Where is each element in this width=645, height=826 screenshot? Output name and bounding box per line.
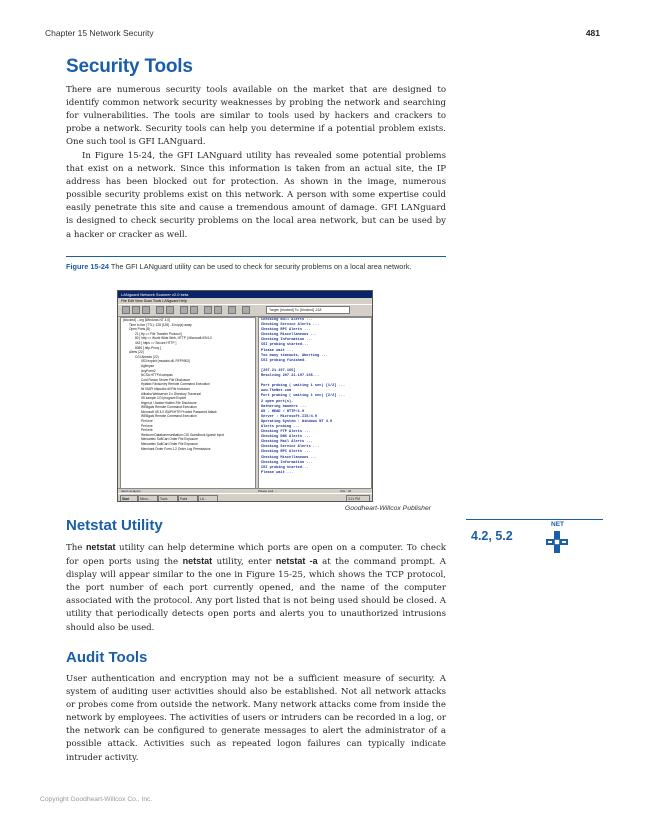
status-right: CGI : 46 <box>340 489 352 493</box>
toolbar-button <box>204 306 212 314</box>
tree-item: Alibaba Webserver 2.x Directory Traversal <box>141 391 201 396</box>
tree-item: CGI Abuses (22) <box>135 354 159 359</box>
netstat-a-command: netstat -a <box>275 556 318 567</box>
console-line: Too many timeouts, Aborting ... <box>261 353 328 358</box>
console-line: Checking FTP Alerts ... <box>261 430 311 435</box>
console-line: Checking Information ... <box>261 460 313 465</box>
objective-rule <box>466 519 603 520</box>
target-field: Target: [blocked] To: [blocked] .218 <box>266 306 350 314</box>
toolbar-button <box>214 306 222 314</box>
tree-item: 8080 [ http-Proxy ] <box>135 345 162 350</box>
tree-item: Time to live (TTL): 128 [128] - 8 hop(s) away <box>129 322 192 327</box>
taskbar-item: Paint <box>178 495 198 502</box>
audit-tools-paragraph: User authentication and encryption may not be a sufficient measure of security. A system of auditing user activities should also be established. Not all network attacks or probes come from outside the network. Many network attacks come from inside the network by employees. The activities of users or intruders can be recorded in a log, or the network can be configured to generate messages to alert the administrator of a possible attack. Activities such as repeated logon failures can typically indicate intruder activity. <box>66 674 446 763</box>
toolbar-button <box>156 306 164 314</box>
security-tools-paragraph-2: In Figure 15-24, the GFI LANguard utility has revealed some potential problems that exist on a network. Since this information is taken from an actual site, the IP address has been blocked out for protection. As shown in the image, numerous possible security problems exist on this network. A person with some expertise could easily penetrate this site and cause a tremendous amount of damage. GFI LANguard is designed to check security problems on the local area network, but can be used by a hacker or cracker as well. <box>66 151 446 240</box>
console-line: CGI probing finished. <box>261 358 307 363</box>
netstat-command: netstat <box>85 542 116 552</box>
start-button: Start <box>120 495 138 502</box>
tree-item: IIS3 exploit (msadcs.dll, RFP9902) <box>141 359 191 364</box>
tree-item: [blocked] ...org [Windows NT 4.0] <box>123 318 170 322</box>
objective-numbers: 4.2, 5.2 <box>471 529 513 543</box>
taskbar-item: Micro... <box>138 495 158 502</box>
console-line: Checking Information ... <box>261 338 313 343</box>
console-line: Server : Microsoft-IIS/4.0 <box>261 414 318 419</box>
toolbar-button <box>132 306 140 314</box>
toolbar-button <box>190 306 198 314</box>
console-line: Checking DNS Alerts ... <box>261 435 311 440</box>
tree-item: WEBgais Remote Command Execution <box>141 405 197 410</box>
console-line: Resolving 207.21.197.165... <box>261 374 320 379</box>
netstat-text: at the command prompt. A display will appear similar to the one in Figure 15-25, which shows the TCP protocol, the port number of each port currently opened, and the name of the computer associated with the protocol. Any port listed that is not being used should be closed. A utility that periodically detects open ports and alerts you to unauthorized intrusions should also be used. <box>66 557 446 633</box>
console-line: Operating System : Windows NT 4.0 <box>261 419 333 424</box>
netstat-text: utility can help determine which ports are open on a computer. To check for open ports using the <box>66 543 446 568</box>
windows-taskbar <box>118 493 372 502</box>
console-line: CGI probing started... <box>261 343 309 348</box>
tree-item: Alerts (22) <box>129 350 144 355</box>
console-line: Port probing ( waiting 1 sec) [1/2] ... <box>261 384 346 389</box>
console-line: 2 open port(s). <box>261 399 294 404</box>
languard-screenshot <box>117 290 373 502</box>
scan-results-tree <box>120 317 256 489</box>
console-line: CGI probing started... <box>261 465 309 470</box>
exam-objective-box <box>466 519 603 559</box>
toolbar-button <box>180 306 188 314</box>
console-line: Gathering banners ... <box>261 404 307 409</box>
window-title-bar: LANguard Network Scanner v2.0 beta <box>118 291 372 298</box>
toolbar-button <box>122 306 130 314</box>
net-tag: NET <box>551 521 564 528</box>
console-line: Checking Miscellaneous ... <box>261 333 318 338</box>
console-line: Please wait ... <box>261 470 294 475</box>
figure-label: Figure 15-24 <box>66 262 109 271</box>
console-line: Checking RPC Alerts ... <box>261 328 311 333</box>
tree-item: 80 [ http => World Wide Web, HTTP ] Microsoft-IIS/4.0 <box>135 336 212 341</box>
tree-item: Open Ports (8) <box>129 327 150 332</box>
tree-item: NCSA HTTPd campas <box>141 373 173 378</box>
netstat-text: The <box>66 543 86 553</box>
taskbar-item: Tools <box>158 495 178 502</box>
console-line: [207.21.197.165] <box>261 368 296 373</box>
audit-tools-heading: Audit Tools <box>66 649 148 666</box>
toolbar-button <box>228 306 236 314</box>
tree-item: Merchant Order Form 1.2 Order Log Permissions <box>141 446 211 451</box>
tree-item: AnyForm2 <box>141 368 156 373</box>
tree-item: IIS sample CGI program Exploit <box>141 396 186 401</box>
chapter-title: Chapter 15 Network Security <box>45 28 154 38</box>
toolbar-button <box>142 306 150 314</box>
tree-item: 21 [ ftp => File Transfer Protocol ] <box>135 331 183 336</box>
tree-item: Mercantec SoftCart Order File Exposure <box>141 437 198 442</box>
tree-item: finger.pl / Avatar Hidden File Disclosure <box>141 400 197 405</box>
tree-item: Perl.exe <box>141 423 153 428</box>
console-line: Alerts probing ... <box>261 424 300 429</box>
tree-item: Hylafax Faxsurvey Remote Command Execution <box>141 382 210 387</box>
console-line: Checking Miscellaneous ... <box>261 455 318 460</box>
status-left: Alerts analysis... <box>121 489 143 493</box>
netstat-heading: Netstat Utility <box>66 517 163 534</box>
toolbar-button <box>242 306 250 314</box>
tree-item: 443 [ https => Secure HTTP ] <box>135 340 177 345</box>
console-line: Port probing ( waiting 1 sec) [2/2] ... <box>261 394 346 399</box>
netstat-paragraph <box>66 541 446 635</box>
status-mid: Please wait ... <box>258 489 277 493</box>
console-line: Checking Mail Alerts ... <box>261 440 313 445</box>
console-line: Checking RPC Alerts ... <box>261 450 311 455</box>
tree-item: Webcom Datakommunikation CGI Guestbook /guest/ Input <box>141 432 224 437</box>
figure-credit: Goodheart-Willcox Publisher <box>344 505 431 512</box>
figure-rule <box>66 256 446 257</box>
console-line: Checking Service Alerts ... <box>261 323 320 328</box>
tree-item: Cold Fusion Server File Disclosure <box>141 377 191 382</box>
scan-console-output <box>258 317 372 489</box>
console-line: 80 - HEAD / HTTP/1.0 <box>261 409 305 414</box>
taskbar-clock: 3:21 PM <box>346 495 370 502</box>
netstat-command: netstat <box>182 556 213 567</box>
console-line: Checking Null Alerts ... <box>261 318 313 322</box>
console-line: www.TheNet.com <box>261 389 292 394</box>
tree-item: Aglimpse <box>141 363 155 368</box>
taskbar-item: LA... <box>198 495 218 502</box>
tree-item: Nt ISAPI httpodbc.dll File Inclusion <box>141 386 190 391</box>
copyright-footer: Copyright Goodheart-Willcox Co., Inc. <box>40 796 153 803</box>
figure-caption-text: The GFI LANguard utility can be used to check for security problems on a local area network. <box>109 262 412 271</box>
tree-item: Perl.exe <box>141 428 153 433</box>
tree-item: WEBgais Remote Command Execution <box>141 414 197 419</box>
tree-item: Perl.exe <box>141 419 153 424</box>
security-tools-paragraph-1: There are numerous security tools available on the market that are designed to identify common network security weaknesses by probing the network and searching for vulnerabilities. The tools are similar to tools used by hackers and crackers to probe a network. Security tools can help you determine if a potential problem exists. One such tool is GFI LANguard. <box>66 85 446 148</box>
tree-item: Mercantec SoftCart Order File Exposure <box>141 442 198 447</box>
console-line: Please wait ... <box>261 348 294 353</box>
tree-item: Microsoft IIS 4.0 ISAPI/HTR Proxied Password Attack <box>141 409 217 414</box>
running-header <box>45 28 600 40</box>
network-plus-cross-icon <box>546 531 568 553</box>
toolbar-button <box>166 306 174 314</box>
netstat-text: utility, enter <box>212 557 276 568</box>
figure-caption <box>66 262 446 272</box>
menu-bar: File Edit View Scan Tools LANguard Help <box>121 299 187 303</box>
security-tools-heading: Security Tools <box>66 56 193 77</box>
console-line: Checking Service Alerts ... <box>261 445 320 450</box>
page-number: 481 <box>585 28 600 38</box>
